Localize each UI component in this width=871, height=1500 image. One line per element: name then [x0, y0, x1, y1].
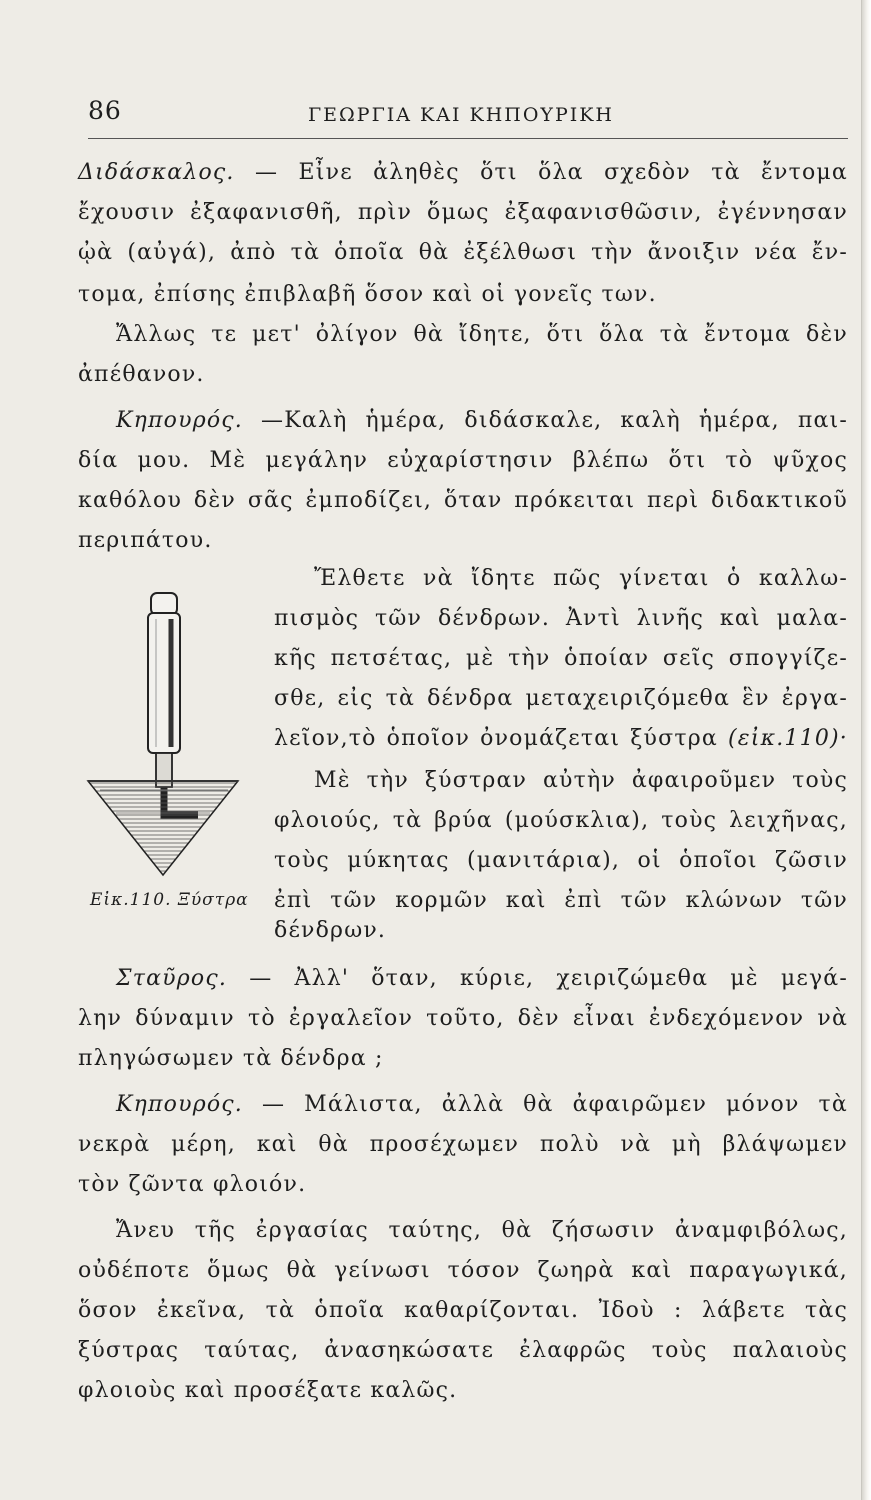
text-line: νεκρὰ μέρη, καὶ θὰ προσέχωμεν πολὺ νὰ μὴ βλάψωμεν	[78, 1132, 848, 1157]
text-line: τομα, ἐπίσης ἐπιβλαβῆ ὅσον καὶ οἱ γονεῖς των.	[78, 282, 657, 307]
line-text: λεῖον,τὸ ὁποῖον ὀνομάζεται ξύστρα	[274, 726, 718, 751]
text-line: περιπάτου.	[78, 528, 213, 553]
line-text: — Μάλιστα, ἀλλὰ θὰ ἀφαιρῶμεν μόνον τὰ	[261, 1092, 848, 1117]
line-text: — Εἶνε ἀληθὲς ὅτι ὅλα σχεδὸν τὰ ἔντομα	[254, 160, 848, 185]
text-line: κῆς πετσέτας, μὲ τὴν ὁποίαν σεῖς σπογγίζε-	[274, 646, 848, 671]
text-line: ἀπέθανον.	[78, 362, 205, 387]
figure-reference: (εἰκ.110)·	[728, 726, 849, 751]
text-line	[274, 726, 848, 751]
running-title: ΓΕΩΡΓΙΑ ΚΑΙ ΚΗΠΟΥΡΙΚΗ	[308, 104, 615, 126]
text-line: ᾠὰ (αὐγά), ἀπὸ τὰ ὁποῖα θὰ ἐξέλθωσι τὴν ἄνοιξιν νέα ἔν-	[78, 240, 848, 265]
page-edge	[861, 0, 871, 1500]
speaker-label: Κηπουρός.	[116, 408, 243, 433]
figure-caption: Εἰκ.110. Ξύστρα	[90, 890, 249, 910]
text-line: δένδρων.	[274, 918, 387, 943]
text-line: Ἔλθετε νὰ ἴδητε πῶς γίνεται ὁ καλλω-	[314, 566, 848, 591]
text-line: ἔχουσιν ἐξαφανισθῆ, πρὶν ὅμως ἐξαφανισθῶσιν, ἐγέννησαν	[78, 200, 848, 225]
page-header	[88, 92, 848, 139]
speaker-label: Διδάσκαλος.	[78, 160, 235, 185]
line-text: —Καλὴ ἡμέρα, διδάσκαλε, καλὴ ἡμέρα, παι-	[261, 408, 848, 433]
text-line: δία μου. Μὲ μεγάλην εὐχαρίστησιν βλέπω ὅτι τὸ ψῦχος	[78, 448, 848, 473]
speaker-label: Σταῦρος.	[116, 966, 228, 991]
text-line	[116, 1092, 848, 1117]
line-text: — Ἀλλ' ὅταν, κύριε, χειριζώμεθα μὲ μεγά-	[249, 966, 848, 991]
text-line: σθε, εἰς τὰ δένδρα μεταχειριζόμεθα ἓν ἐργα-	[274, 686, 848, 711]
text-line: ἐπὶ τῶν κορμῶν καὶ ἐπὶ τῶν κλώνων τῶν	[274, 888, 848, 913]
scraper-tool-illustration	[80, 585, 270, 885]
text-line: καθόλου δὲν σᾶς ἐμποδίζει, ὅταν πρόκειται περὶ διδακτικοῦ	[78, 488, 848, 513]
text-line	[116, 966, 848, 991]
text-line: φλοιούς, τὰ βρύα (μούσκλια), τοὺς λειχῆνας,	[274, 808, 848, 833]
text-line: οὐδέποτε ὅμως θὰ γείνωσι τόσον ζωηρὰ καὶ παραγωγικά,	[78, 1258, 848, 1283]
text-line: φλοιοὺς καὶ προσέξατε καλῶς.	[78, 1378, 458, 1403]
text-line	[78, 160, 848, 185]
text-line	[116, 408, 848, 433]
text-line: ξύστρας ταύτας, ἀνασηκώσατε ἐλαφρῶς τοὺς παλαιοὺς	[78, 1338, 848, 1363]
text-line: Μὲ τὴν ξύστραν αὐτὴν ἀφαιροῦμεν τοὺς	[314, 768, 848, 793]
text-line: πληγώσωμεν τὰ δένδρα ;	[78, 1046, 384, 1071]
text-line: πισμὸς τῶν δένδρων. Ἀντὶ λινῆς καὶ μαλα-	[274, 606, 848, 631]
text-line: ὅσον ἐκεῖνα, τὰ ὁποῖα καθαρίζονται. Ἰδοὺ : λάβετε τὰς	[78, 1298, 848, 1323]
text-line: Ἄλλως τε μετ' ὀλίγον θὰ ἴδητε, ὅτι ὅλα τὰ ἔντομα δὲν	[116, 322, 848, 347]
page-number: 86	[88, 96, 122, 125]
text-line: λην δύναμιν τὸ ἐργαλεῖον τοῦτο, δὲν εἶναι ἐνδεχόμενον νὰ	[78, 1006, 848, 1031]
text-line: τὸν ζῶντα φλοιόν.	[78, 1172, 307, 1197]
text-line: τοὺς μύκητας (μανιτάρια), οἱ ὁποῖοι ζῶσιν	[274, 848, 848, 873]
speaker-label: Κηπουρός.	[116, 1092, 243, 1117]
text-line: Ἄνευ τῆς ἐργασίας ταύτης, θὰ ζήσωσιν ἀναμφιβόλως,	[116, 1218, 848, 1243]
